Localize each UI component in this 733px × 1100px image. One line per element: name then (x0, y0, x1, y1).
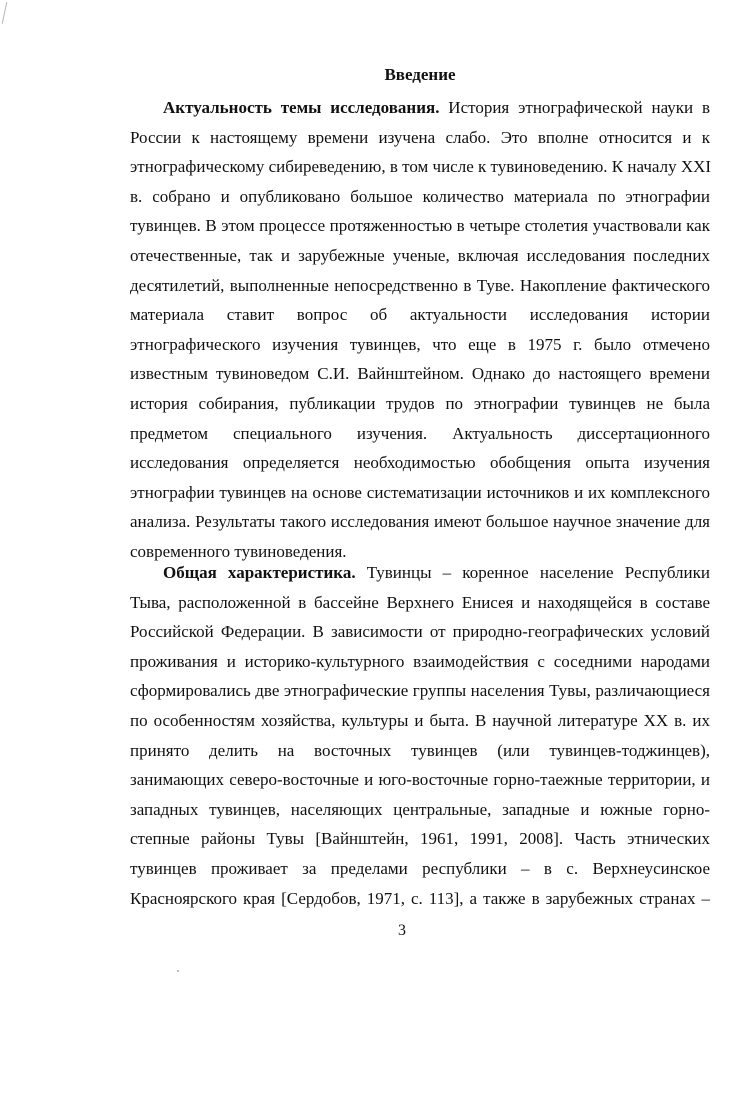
text-line-content: История этнографической науки в (439, 98, 710, 117)
paragraph-general-characteristics (130, 558, 710, 913)
text-line: тувинцев. В этом процессе протяженностью в четыре столетия участвовали как (130, 216, 710, 236)
text-line: история собирания, публикации трудов по этнографии тувинцев не была (130, 393, 710, 413)
scan-mark (2, 2, 10, 24)
text-line: в. собрано и опубликовано большое количество материала по этнографии (130, 186, 710, 206)
text-line: степные районы Тувы [Вайнштейн, 1961, 1991, 2008]. Часть этнических (130, 829, 710, 849)
text-line: этнографическому сибиреведению, в том числе к тувиноведению. К началу XXI (130, 157, 712, 177)
text-line: по особенностям хозяйства, культуры и быта. В научной литературе XX в. их (130, 710, 710, 730)
text-line: проживания и историко-культурного взаимодействия с соседними народами (130, 651, 710, 671)
text-line: анализа. Результаты такого исследования имеют большое научное значение для (130, 512, 710, 532)
text-line: западных тувинцев, населяющих центральные, западные и южные горно- (130, 799, 710, 819)
text-line: принято делить на восточных тувинцев (или тувинцев-тоджинцев), (130, 740, 710, 760)
text-line: исследования определяется необходимостью обобщения опыта изучения (130, 453, 710, 473)
text-line: отечественные, так и зарубежные ученые, включая исследования последних (130, 245, 710, 265)
page-heading: Введение (384, 65, 456, 84)
text-line: Российской Федерации. В зависимости от природно-географических условий (130, 622, 710, 642)
text-line (130, 93, 710, 123)
text-line: России к настоящему времени изучена слабо. Это вполне относится и к (130, 127, 710, 147)
text-line: этнографии тувинцев на основе систематизации источников и их комплексного (130, 482, 710, 502)
scan-dot (177, 970, 179, 972)
text-line (130, 558, 710, 588)
text-line: известным тувиноведом С.И. Вайнштейном. Однако до настоящего времени (130, 364, 710, 384)
paragraph-lead: Общая характеристика. (163, 563, 356, 582)
text-line: занимающих северо-восточные и юго-восточные горно-таежные территории, и (130, 770, 710, 790)
paragraph-relevance (130, 93, 710, 567)
text-line: материала ставит вопрос об актуальности исследования истории (130, 305, 710, 325)
paragraph-lead: Актуальность темы исследования. (163, 98, 440, 117)
text-line-content: Тувинцы – коренное население Республики (355, 563, 710, 582)
text-line: современного тувиноведения. (130, 541, 347, 561)
text-line: Красноярского края [Сердобов, 1971, с. 113], а также в зарубежных странах – (130, 888, 710, 908)
text-line: предметом специального изучения. Актуальность диссертационного (130, 423, 710, 443)
text-line: Тыва, расположенной в бассейне Верхнего Енисея и находящейся в составе (130, 592, 710, 612)
page-number: 3 (398, 922, 406, 939)
text-line: этнографического изучения тувинцев, что еще в 1975 г. было отмечено (130, 334, 710, 354)
text-line: сформировались две этнографические группы населения Тувы, различающиеся (130, 681, 710, 701)
text-line: тувинцев проживает за пределами республики – в с. Верхнеусинское (130, 858, 710, 878)
text-line: десятилетий, выполненные непосредственно в Туве. Накопление фактического (130, 275, 710, 295)
